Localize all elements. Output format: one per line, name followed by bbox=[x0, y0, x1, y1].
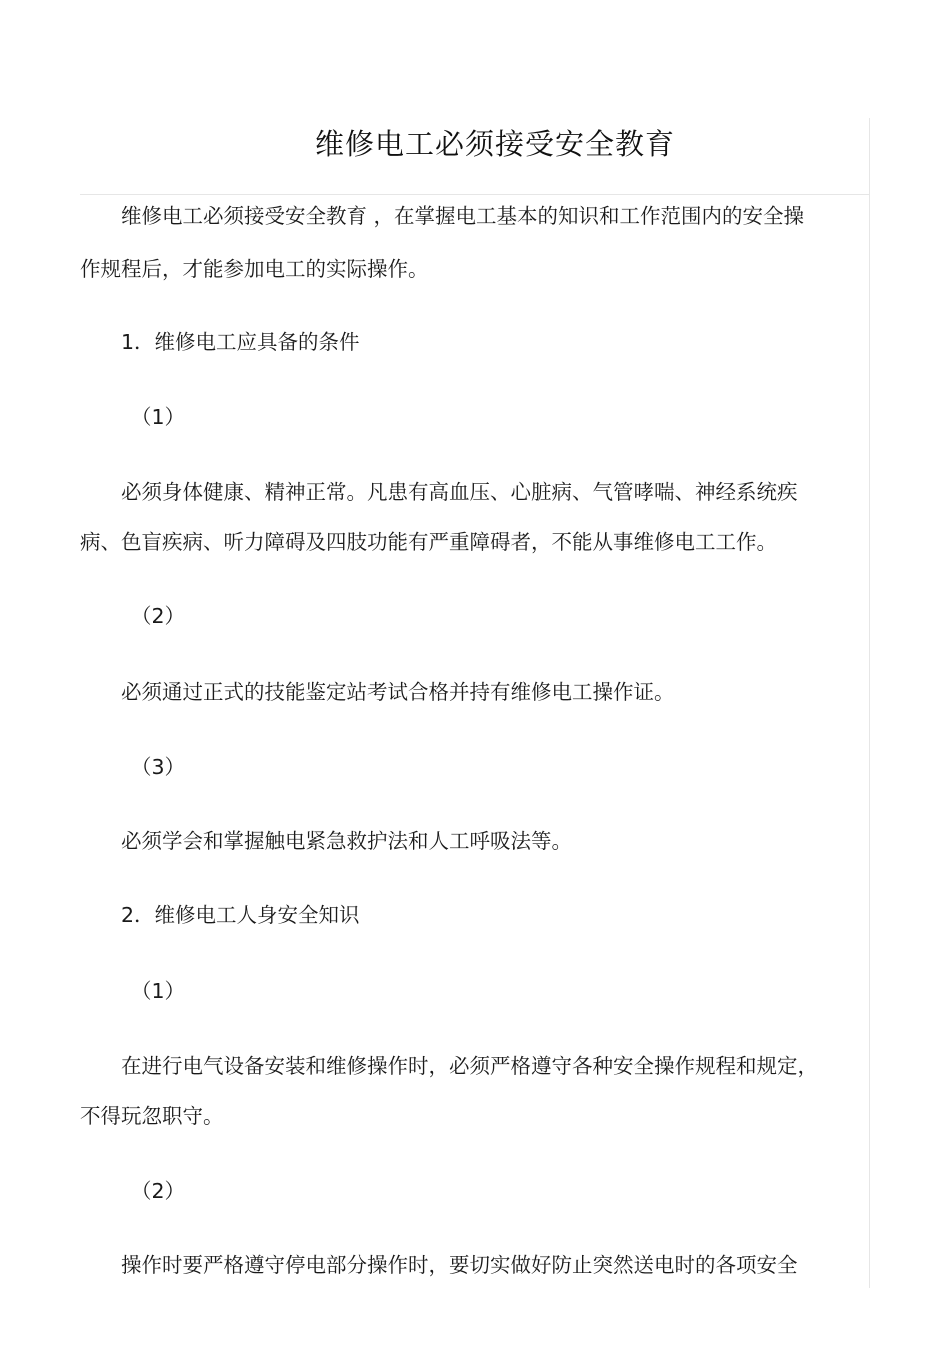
item-1-1-line-1: 必须身体健康、精神正常。凡患有高血压、心脏病、气管哮喘、神经系统疾 bbox=[121, 480, 798, 504]
section-heading-2: 2．维修电工人身安全知识 bbox=[121, 903, 360, 927]
intro-paragraph-line-2: 作规程后，才能参加电工的实际操作。 bbox=[80, 257, 429, 281]
item-2-2-line-1: 操作时要严格遵守停电部分操作时，要切实做好防止突然送电时的各项安全 bbox=[121, 1253, 798, 1277]
item-marker-2-2: （2） bbox=[131, 1179, 186, 1203]
item-2-1-line-1: 在进行电气设备安装和维修操作时，必须严格遵守各种安全操作规程和规定， bbox=[121, 1054, 818, 1078]
item-marker-1-1: （1） bbox=[131, 405, 186, 429]
item-1-3-text: 必须学会和掌握触电紧急救护法和人工呼吸法等。 bbox=[121, 829, 572, 853]
section-heading-1: 1．维修电工应具备的条件 bbox=[121, 330, 360, 354]
item-marker-2-1: （1） bbox=[131, 979, 186, 1003]
item-1-1-line-2: 病、色盲疾病、听力障碍及四肢功能有严重障碍者，不能从事维修电工工作。 bbox=[80, 530, 777, 554]
intro-paragraph-line-1: 维修电工必须接受安全教育 ，在掌握电工基本的知识和工作范围内的安全操 bbox=[121, 204, 805, 228]
document-title: 维修电工必须接受安全教育 bbox=[314, 127, 675, 161]
item-1-2-text: 必须通过正式的技能鉴定站考试合格并持有维修电工操作证。 bbox=[121, 680, 675, 704]
page-frame-top-rule bbox=[80, 194, 870, 195]
item-2-1-line-2: 不得玩忽职守。 bbox=[80, 1104, 224, 1128]
page-frame-right-rule bbox=[869, 118, 870, 1288]
item-marker-1-3: （3） bbox=[131, 755, 186, 779]
item-marker-1-2: （2） bbox=[131, 604, 186, 628]
